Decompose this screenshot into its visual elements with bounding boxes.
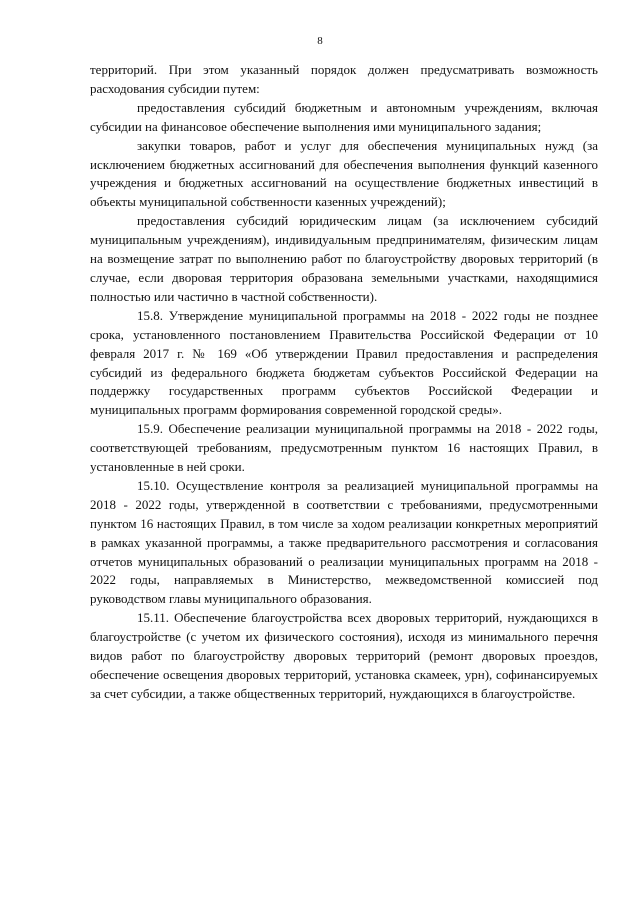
paragraph-procurement: закупки товаров, работ и услуг для обеспечения муниципальных нужд (за исключением бюджетных ассигнований для обеспечения выполнения функций казенного учреждения и бюджетных ассигнований на осуществление бюджетных инвестиций в объекты муниципальной собственности казенных учреждений); [90,137,598,210]
paragraph-subsidies-legal-entities: предоставления субсидий юридическим лицам (за исключением субсидий муниципальным учреждениям), индивидуальным предпринимателям, физическим лицам на возмещение затрат по выполнению работ по благоустройству дворовых территорий (в случае, если дворовая территория образована земельными участками, находящимися полностью или частично в частной собственности). [90,213,598,304]
page-number: 8 [317,35,323,47]
paragraph-15-8: 15.8. Утверждение муниципальной программы на 2018 - 2022 годы не позднее срока, установленного постановлением Правительства Российской Федерации от 10 февраля 2017 г. № 169 «Об утверждении Правил предоставления и распределения субсидий из федерального бюджета бюджетам субъектов Российской Федерации на поддержку государственных программ субъектов Российской Федерации и муниципальных программ формирования современной городской среды». [90,307,598,418]
paragraph-subsidies-institutions: предоставления субсидий бюджетным и автономным учреждениям, включая субсидии на финансовое обеспечение выполнения ими муниципального задания; [90,99,598,134]
paragraph-continuation: территорий. При этом указанный порядок должен предусматривать возможность расходования субсидии путем: [90,62,598,96]
paragraph-15-9: 15.9. Обеспечение реализации муниципальной программы на 2018 - 2022 годы, соответствующей требованиям, предусмотренным пунктом 16 настоящих Правил, в установленные в ней сроки. [90,421,598,475]
paragraph-15-11: 15.11. Обеспечение благоустройства всех дворовых территорий, нуждающихся в благоустройстве (с учетом их физического состояния), исходя из минимального перечня видов работ по благоустройству дворовых территорий (ремонт дворовых проездов, обеспечение освещения дворовых территорий, установка скамеек, урн), софинансируемых за счет субсидии, а также общественных территорий, нуждающихся в благоустройстве. [90,610,598,701]
document-body [90,61,598,704]
paragraph-15-10: 15.10. Осуществление контроля за реализацией муниципальной программы на 2018 - 2022 годы, утвержденной в соответствии с требованиями, предусмотренными пунктом 16 настоящих Правил, в том числе за ходом реализации конкретных мероприятий в рамках указанной программы, а также предварительного рассмотрения и согласования отчетов муниципальных образований о реализации муниципальных программ на 2018 - 2022 годы, направляемых в Министерство, межведомственной комиссией под руководством главы муниципального образования. [90,477,598,607]
